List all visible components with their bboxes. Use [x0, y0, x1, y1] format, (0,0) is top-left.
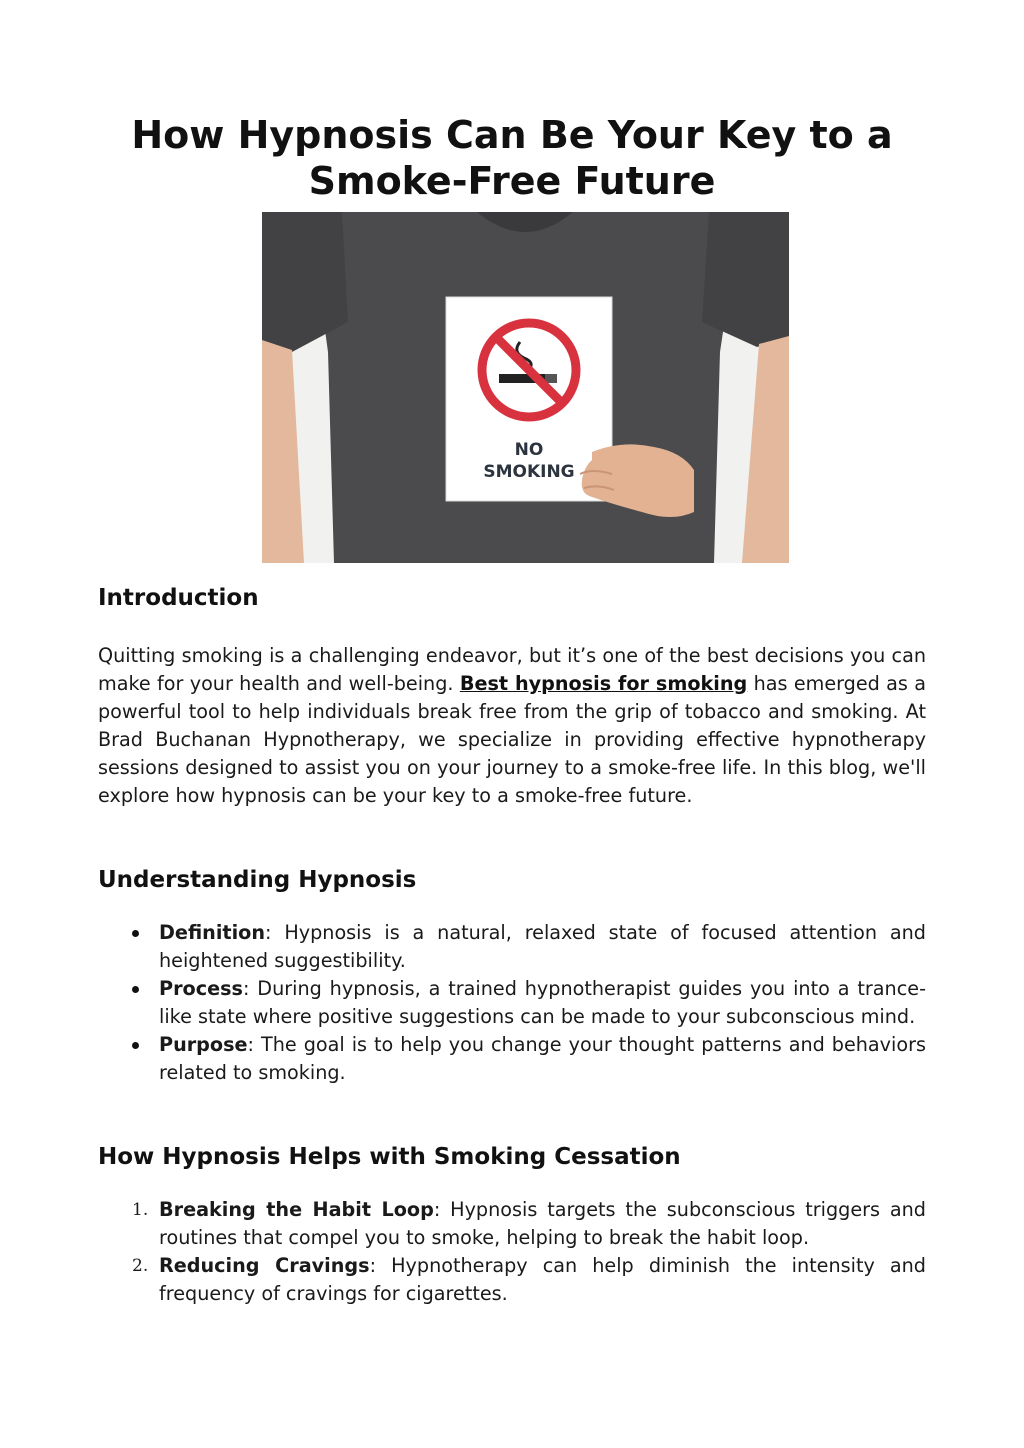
man-holding-no-smoking-sign-illustration [262, 212, 789, 563]
list-text: : The goal is to help you change your thought patterns and behaviors related to smoking. [159, 1033, 926, 1084]
list-text: : Hypnotherapy can help diminish the intensity and frequency of cravings for cigarettes. [159, 1254, 926, 1305]
list-item [98, 919, 926, 975]
best-hypnosis-link[interactable]: Best hypnosis for smoking [459, 672, 748, 695]
page-title: How Hypnosis Can Be Your Key to a Smoke-Free Future [131, 113, 893, 203]
heading-understanding-hypnosis: Understanding Hypnosis [98, 867, 417, 893]
list-term: Process [159, 977, 243, 1000]
list-item [98, 975, 926, 1031]
list-item [98, 1031, 926, 1087]
list-number: 2. [132, 1256, 149, 1276]
bullet-icon [132, 930, 139, 937]
list-term: Breaking the Habit Loop [159, 1198, 434, 1221]
list-term: Purpose [159, 1033, 248, 1056]
list-text: : During hypnosis, a trained hypnotherapist guides you into a trance-like state where positive suggestions can be made to your subconscious mind. [159, 977, 926, 1028]
intro-text-after: has emerged as a powerful tool to help individuals break free from the grip of tobacco and smoking. At Brad Buchanan Hypnotherapy, we specialize in providing effective hypnotherapy sessions designed to assist you on your journey to a smoke-free life. In this blog, we'll explore how hypnosis can be your key to a smoke-free future. [98, 672, 927, 807]
list-term: Reducing Cravings [159, 1254, 370, 1277]
sign-text-smoking: SMOKING [483, 462, 575, 482]
bullet-icon [132, 986, 139, 993]
intro-paragraph [98, 642, 926, 810]
list-item [98, 1252, 926, 1308]
heading-introduction: Introduction [98, 585, 259, 611]
list-item [98, 1196, 926, 1252]
understanding-list [98, 919, 926, 1087]
heading-smoking-cessation: How Hypnosis Helps with Smoking Cessation [98, 1144, 681, 1170]
bullet-icon [132, 1042, 139, 1049]
cessation-list [98, 1196, 926, 1308]
list-term: Definition [159, 921, 265, 944]
hero-image [262, 212, 789, 563]
list-text: : Hypnosis is a natural, relaxed state of focused attention and heightened suggestibility. [159, 921, 926, 972]
sign-text-no: NO [514, 440, 544, 460]
intro-text-before: Quitting smoking is a challenging endeavor, but it’s one of the best decisions you can make for your health and well-being. [98, 644, 926, 695]
list-text: : Hypnosis targets the subconscious triggers and routines that compel you to smoke, helping to break the habit loop. [159, 1198, 926, 1249]
list-number: 1. [132, 1200, 149, 1220]
